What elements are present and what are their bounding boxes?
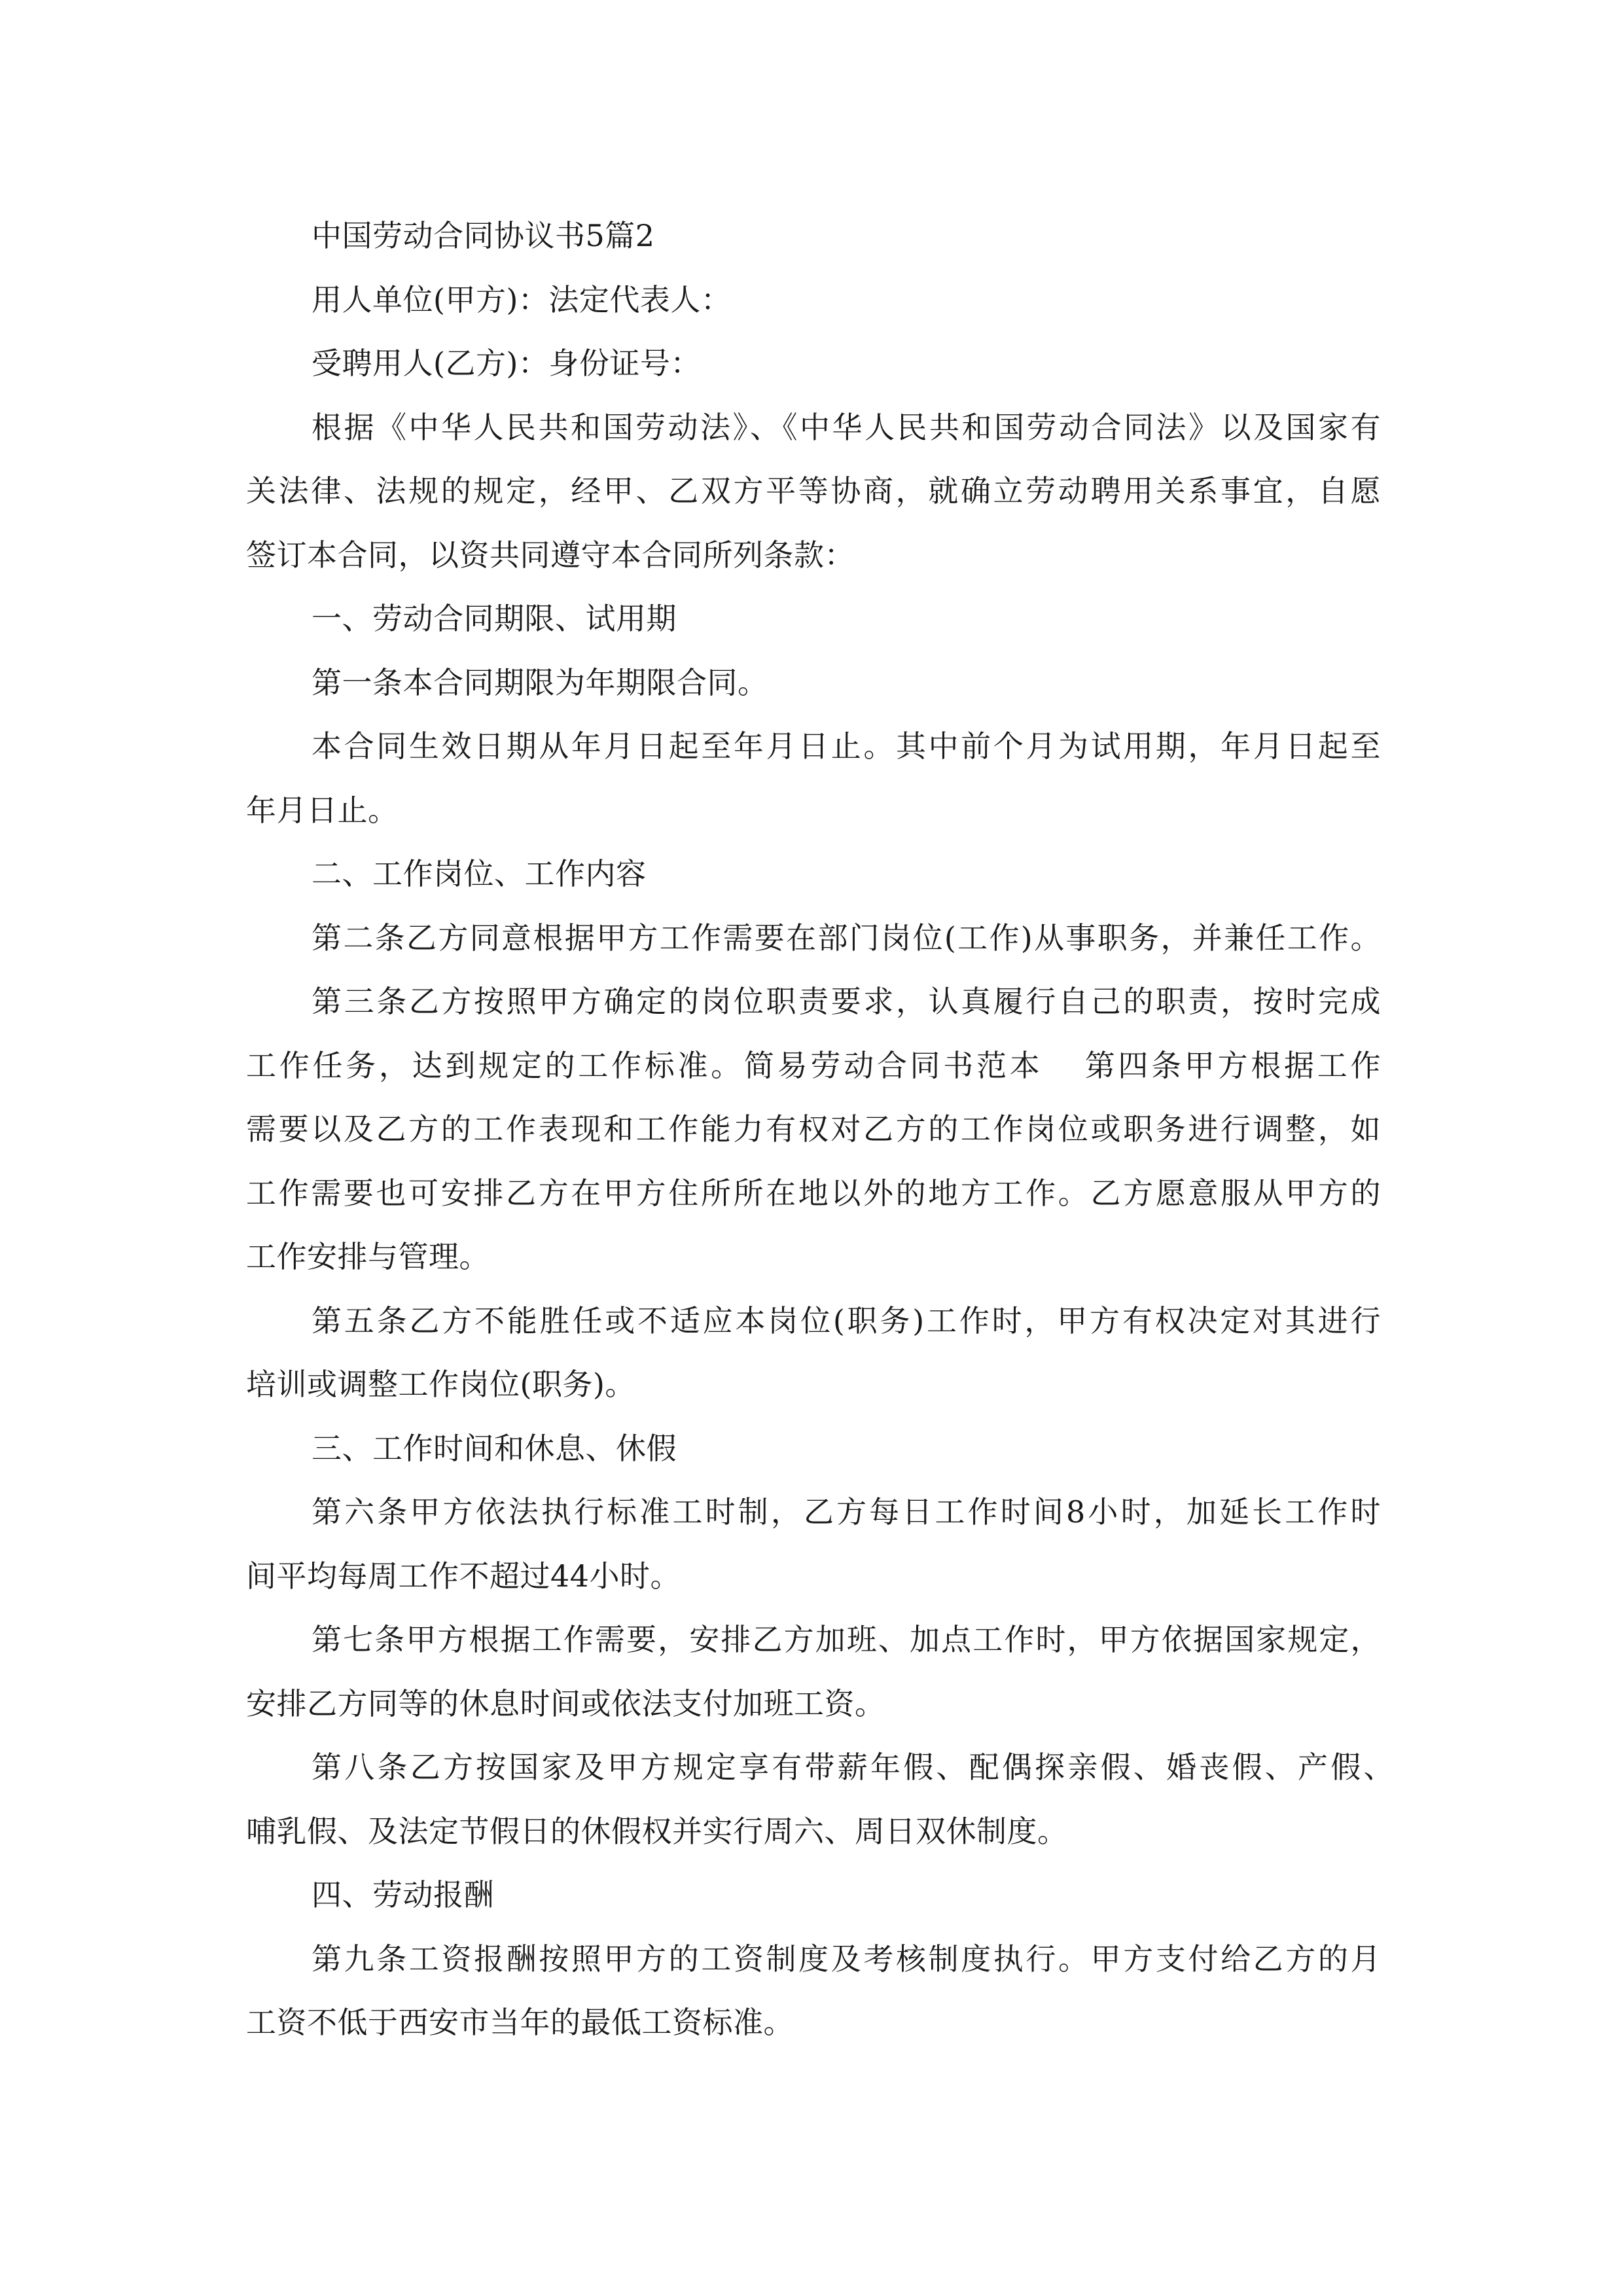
term-line-1: 本合同生效日期从年月日起至年月日止。其中前个月为试用期，年月日起至	[312, 728, 1381, 764]
article-5-line-2: 培训或调整工作岗位(职务)。	[246, 1367, 635, 1402]
article-7-line-2: 安排乙方同等的休息时间或依法支付加班工资。	[246, 1685, 885, 1721]
article-8-line-2: 哺乳假、及法定节假日的休假权并实行周六、周日双休制度。	[246, 1813, 1068, 1849]
article-9-line-2: 工资不低于西安市当年的最低工资标准。	[246, 2005, 794, 2040]
term-line-2: 年月日止。	[246, 792, 399, 828]
intro-line-3: 签订本合同，以资共同遵守本合同所列条款：	[246, 537, 855, 573]
intro-line-1: 根据《中华人民共和国劳动法》、《中华人民共和国劳动合同法》以及国家有	[312, 409, 1381, 445]
section-heading-2: 二、工作岗位、工作内容	[312, 856, 647, 891]
article-4-line-4: 工作安排与管理。	[246, 1239, 490, 1274]
article-3-line-2-text: 工作任务，达到规定的工作标准。简易劳动合同书范本	[246, 1047, 1043, 1083]
section-heading-4: 四、劳动报酬	[312, 1877, 494, 1912]
article-4-line-1: 第四条甲方根据工作	[1082, 1047, 1382, 1083]
article-1: 第一条本合同期限为年期限合同。	[312, 664, 768, 700]
article-7-line-1: 第七条甲方根据工作需要，安排乙方加班、加点工作时，甲方依据国家规定，	[312, 1622, 1381, 1657]
document-body	[246, 204, 1394, 2055]
article-8-line-1: 第八条乙方按国家及甲方规定享有带薪年假、配偶探亲假、婚丧假、产假、	[312, 1749, 1394, 1785]
employer-line: 用人单位(甲方)：法定代表人：	[312, 281, 732, 317]
article-5-line-1: 第五条乙方不能胜任或不适应本岗位(职务)工作时，甲方有权决定对其进行	[312, 1302, 1381, 1338]
article-3-line-2	[246, 1034, 1381, 1098]
employee-line: 受聘用人(乙方)：身份证号：	[312, 346, 701, 381]
article-6-line-1: 第六条甲方依法执行标准工时制，乙方每日工作时间8小时，加延长工作时	[312, 1494, 1381, 1530]
document-title: 中国劳动合同协议书5篇2	[312, 218, 655, 253]
section-heading-1: 一、劳动合同期限、试用期	[312, 601, 677, 636]
article-9-line-1: 第九条工资报酬按照甲方的工资制度及考核制度执行。甲方支付给乙方的月	[312, 1941, 1381, 1977]
article-4-line-2: 需要以及乙方的工作表现和工作能力有权对乙方的工作岗位或职务进行调整，如	[246, 1111, 1381, 1147]
section-heading-3: 三、工作时间和休息、休假	[312, 1430, 677, 1466]
article-3-line-1: 第三条乙方按照甲方确定的岗位职责要求，认真履行自己的职责，按时完成	[312, 984, 1381, 1019]
intro-line-2: 关法律、法规的规定，经甲、乙双方平等协商，就确立劳动聘用关系事宜，自愿	[246, 473, 1381, 509]
article-4-line-3: 工作需要也可安排乙方在甲方住所所在地以外的地方工作。乙方愿意服从甲方的	[246, 1175, 1381, 1211]
article-2: 第二条乙方同意根据甲方工作需要在部门岗位(工作)从事职务，并兼任工作。	[312, 920, 1381, 956]
article-6-line-2: 间平均每周工作不超过44小时。	[246, 1558, 681, 1594]
